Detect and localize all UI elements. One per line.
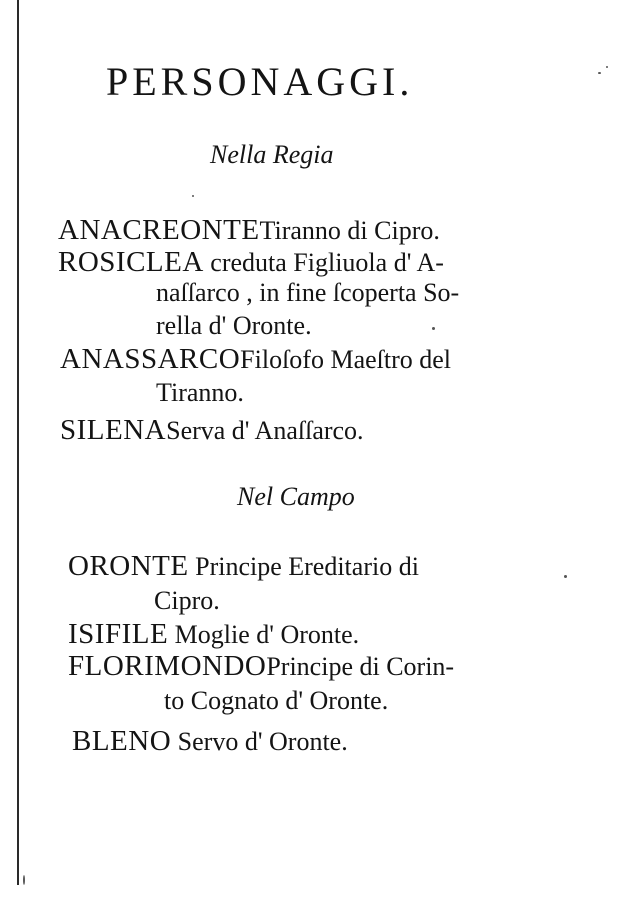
character-description-continued: rella d' Oronte. (156, 311, 312, 340)
character-name: SILENA (60, 414, 167, 446)
character-entry-bleno (72, 727, 348, 756)
character-description-continued: to Cognato d' Oronte. (164, 686, 389, 715)
character-description: Filoſofo Maeſtro del (240, 345, 452, 374)
character-name: ORONTE (68, 550, 189, 582)
character-entry-oronte (68, 552, 419, 581)
paper-speck (564, 575, 567, 578)
character-description: Serva d' Anaſſarco. (166, 416, 364, 445)
character-entry-silena (60, 416, 364, 445)
character-entry-florimondo (68, 652, 454, 681)
character-name: ROSICLEA (58, 246, 204, 278)
character-name: ANASSARCO (60, 343, 241, 375)
character-description: Servo d' Oronte. (177, 727, 348, 756)
paper-speck (606, 66, 608, 68)
section-heading-nella-regia: Nella Regia (210, 140, 334, 169)
character-name: ANACREONTE (58, 214, 260, 246)
paper-speck (432, 327, 435, 330)
page-title: PERSONAGGI. (106, 59, 414, 104)
character-description-continued: Tiranno. (156, 378, 244, 407)
character-name: FLORIMONDO (68, 650, 267, 682)
character-description: Moglie d' Oronte. (174, 620, 360, 649)
paper-speck (23, 875, 25, 885)
character-name: ISIFILE (68, 618, 169, 650)
paper-speck (598, 72, 601, 74)
character-entry-rosiclea (58, 248, 444, 277)
character-description-continued: Cipro. (154, 586, 220, 615)
character-entry-anassarco (60, 345, 451, 374)
character-name: BLENO (72, 725, 172, 757)
page-gutter-line (17, 0, 19, 885)
character-entry-anacreonte (58, 216, 440, 245)
paper-speck (192, 195, 194, 197)
character-description: Principe Ereditario di (195, 552, 419, 581)
character-description-continued: naſſarco , in fine ſcoperta So- (156, 278, 460, 307)
character-entry-isifile (68, 620, 359, 649)
character-description: Tiranno di Cipro. (259, 216, 440, 245)
character-description: Principe di Corin- (266, 652, 455, 681)
section-heading-nel-campo: Nel Campo (237, 482, 355, 511)
character-description: creduta Figliuola d' A- (210, 248, 444, 277)
